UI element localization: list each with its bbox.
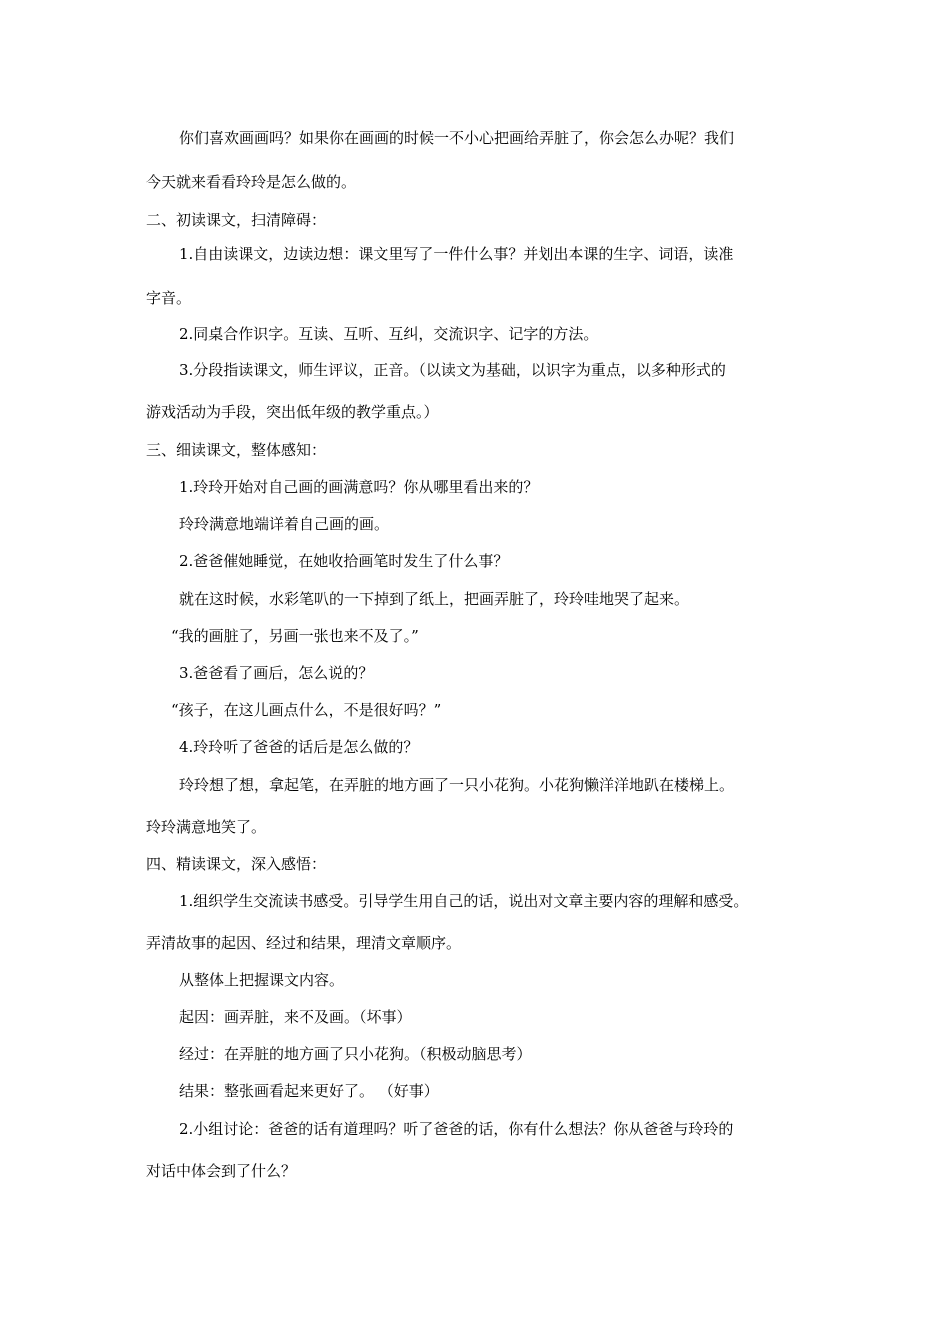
paragraph-line: 从整体上把握课文内容。 xyxy=(179,971,345,989)
paragraph-line: 弄清故事的起因、经过和结果，理清文章顺序。 xyxy=(146,934,462,952)
paragraph-line: 起因：画弄脏，来不及画。（坏事） xyxy=(179,1008,412,1026)
paragraph-line: 今天就来看看玲玲是怎么做的。 xyxy=(146,173,357,191)
paragraph-line: 3.分段指读课文，师生评议，正音。（以读文为基础，以识字为重点，以多种形式的 xyxy=(179,361,726,379)
paragraph-line: 游戏活动为手段，突出低年级的教学重点。） xyxy=(146,403,439,421)
quote-line: “我的画脏了，另画一张也来不及了。” xyxy=(171,627,419,645)
paragraph-line: 1.玲玲开始对自己画的画满意吗？你从哪里看出来的？ xyxy=(179,478,539,496)
paragraph-line: 2.小组讨论：爸爸的话有道理吗？听了爸爸的话，你有什么想法？你从爸爸与玲玲的 xyxy=(179,1120,734,1138)
paragraph-line: 玲玲满意地笑了。 xyxy=(146,818,267,836)
section-heading: 三、细读课文，整体感知： xyxy=(146,441,327,459)
paragraph-line: 3.爸爸看了画后，怎么说的？ xyxy=(179,664,374,682)
paragraph-line: 1.自由读课文，边读边想：课文里写了一件什么事？并划出本课的生字、词语，读准 xyxy=(179,245,734,263)
paragraph-line: 对话中体会到了什么？ xyxy=(146,1162,297,1180)
paragraph-line: 字音。 xyxy=(146,289,192,307)
paragraph-line: 经过：在弄脏的地方画了只小花狗。（积极动脑思考） xyxy=(179,1045,532,1063)
quote-line: “孩子，在这儿画点什么，不是很好吗？” xyxy=(171,701,442,719)
paragraph-line: 你们喜欢画画吗？如果你在画画的时候一不小心把画给弄脏了，你会怎么办呢？我们 xyxy=(179,129,735,147)
paragraph-line: 就在这时候，水彩笔叭的一下掉到了纸上，把画弄脏了，玲玲哇地哭了起来。 xyxy=(179,590,690,608)
paragraph-line: 结果：整张画看起来更好了。 （好事） xyxy=(179,1082,439,1100)
paragraph-line: 1.组织学生交流读书感受。引导学生用自己的话，说出对文章主要内容的理解和感受。 xyxy=(179,892,749,910)
paragraph-line: 玲玲满意地端详着自己画的画。 xyxy=(179,515,390,533)
paragraph-line: 2.爸爸催她睡觉，在她收拾画笔时发生了什么事？ xyxy=(179,552,509,570)
paragraph-line: 4.玲玲听了爸爸的话后是怎么做的？ xyxy=(179,738,419,756)
paragraph-line: 玲玲想了想，拿起笔，在弄脏的地方画了一只小花狗。小花狗懒洋洋地趴在楼梯上。 xyxy=(179,776,735,794)
section-heading: 四、精读课文，深入感悟： xyxy=(146,855,327,873)
paragraph-line: 2.同桌合作识字。互读、互听、互纠，交流识字、记字的方法。 xyxy=(179,325,599,343)
section-heading: 二、初读课文，扫清障碍： xyxy=(146,211,327,229)
